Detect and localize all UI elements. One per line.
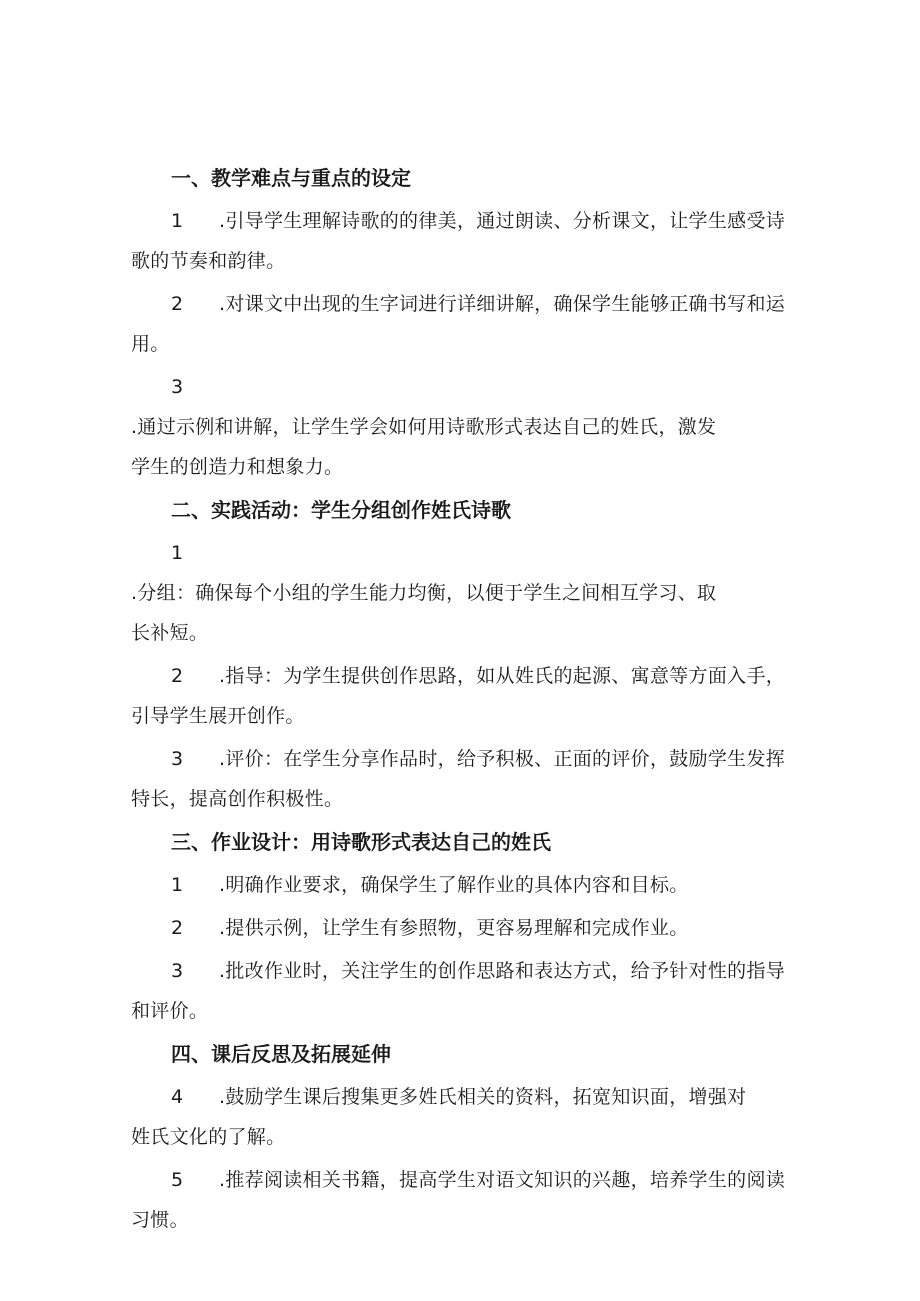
list-item	[131, 367, 795, 487]
item-text-continued: 长补短。	[131, 622, 209, 644]
item-number: 1	[171, 874, 184, 896]
item-text: .批改作业时，关注学生的创作思路和表达方式，给予针对性的指导	[219, 960, 786, 982]
list-item	[131, 865, 795, 905]
list-item	[131, 201, 795, 281]
item-text: .指导：为学生提供创作思路，如从姓氏的起源、寓意等方面入手，	[219, 665, 786, 687]
list-item	[131, 951, 795, 1031]
item-text: .提供示例，让学生有参照物，更容易理解和完成作业。	[219, 917, 689, 939]
section-heading: 一、教学难点与重点的设定	[171, 166, 411, 190]
item-number: 2	[171, 917, 184, 939]
item-text-continued: 特长，提高创作积极性。	[131, 788, 344, 810]
list-item	[131, 284, 795, 364]
section-1	[131, 158, 795, 487]
item-text-continued: 学生的创造力和想象力。	[131, 456, 344, 478]
item-number: 2	[171, 293, 184, 315]
list-item	[131, 739, 795, 819]
item-text: .推荐阅读相关书籍，提高学生对语文知识的兴趣，培养学生的阅读	[219, 1169, 786, 1191]
item-text-continued: 习惯。	[131, 1209, 189, 1231]
item-number: 5	[171, 1169, 184, 1191]
section-3	[131, 822, 795, 1031]
item-text: .评价：在学生分享作品时，给予积极、正面的评价，鼓励学生发挥	[219, 748, 786, 770]
item-number: 3	[171, 376, 184, 398]
list-item	[131, 908, 795, 948]
section-heading: 三、作业设计：用诗歌形式表达自己的姓氏	[171, 830, 551, 854]
item-text-continued: 姓氏文化的了解。	[131, 1126, 286, 1148]
section-heading: 四、课后反思及拓展延伸	[171, 1042, 391, 1066]
item-text-continued: 和评价。	[131, 1000, 209, 1022]
item-text: .明确作业要求，确保学生了解作业的具体内容和目标。	[219, 874, 689, 896]
item-number: 3	[171, 960, 184, 982]
item-text: .鼓励学生课后搜集更多姓氏相关的资料，拓宽知识面，增强对	[219, 1086, 747, 1108]
item-number: 3	[171, 748, 184, 770]
item-text: .分组：确保每个小组的学生能力均衡，以便于学生之间相互学习、取	[131, 582, 717, 604]
item-text-continued: 用。	[131, 333, 170, 355]
section-4	[131, 1034, 795, 1240]
document-page	[131, 158, 795, 1243]
item-number: 2	[171, 665, 184, 687]
section-heading: 二、实践活动：学生分组创作姓氏诗歌	[171, 498, 511, 522]
item-number: 4	[171, 1086, 184, 1108]
item-text: .通过示例和讲解，让学生学会如何用诗歌形式表达自己的姓氏，激发	[131, 416, 717, 438]
item-text-continued: 歌的节奏和韵律。	[131, 250, 286, 272]
item-text-continued: 引导学生展开创作。	[131, 705, 305, 727]
list-item	[131, 533, 795, 653]
item-text: .引导学生理解诗歌的的律美，通过朗读、分析课文，让学生感受诗	[219, 210, 786, 232]
item-text: .对课文中出现的生字词进行详细讲解，确保学生能够正确书写和运	[219, 293, 786, 315]
list-item	[131, 1077, 795, 1157]
section-2	[131, 490, 795, 819]
list-item	[131, 1160, 795, 1240]
item-number: 1	[171, 210, 184, 232]
item-number: 1	[171, 542, 184, 564]
list-item	[131, 656, 795, 736]
